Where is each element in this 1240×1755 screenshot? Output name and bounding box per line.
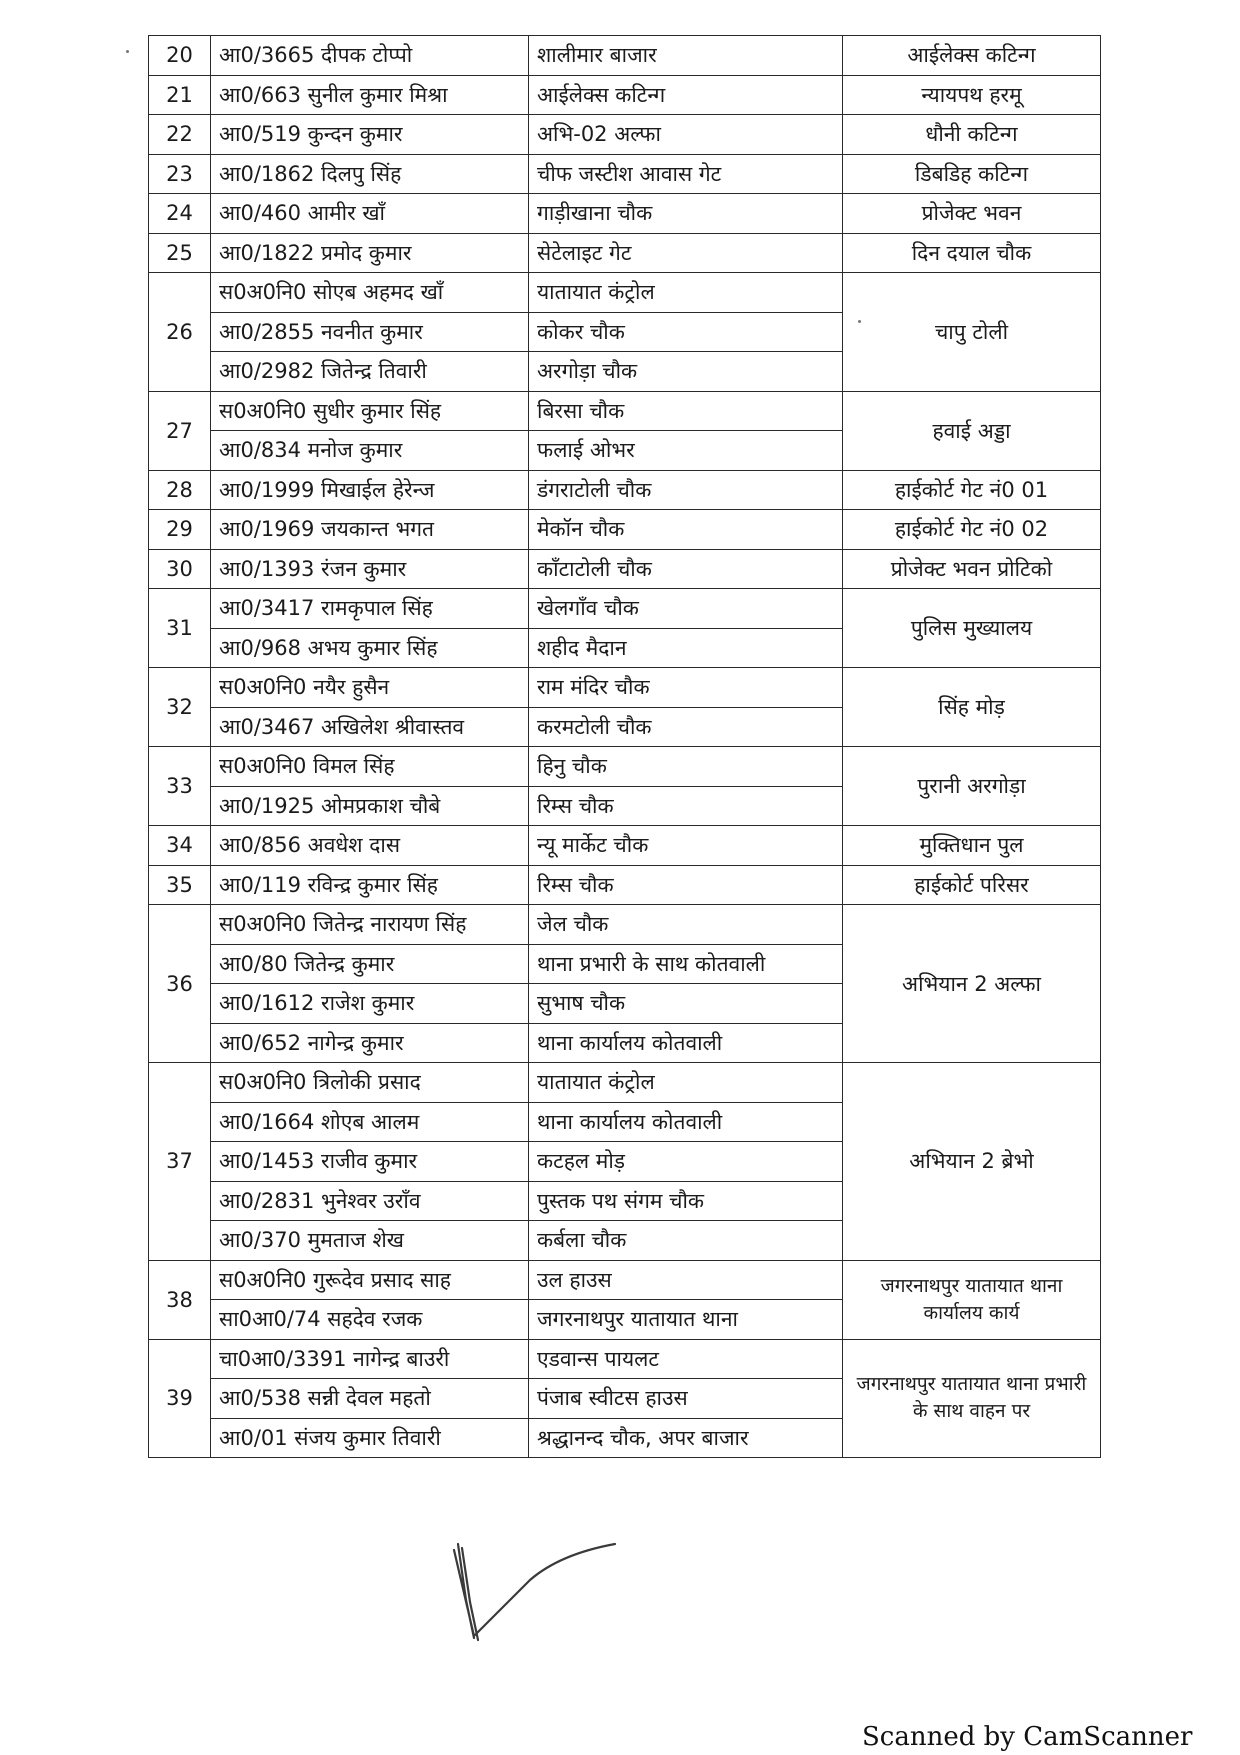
current-post-cell: खेलगाँव चौक bbox=[529, 589, 843, 629]
new-posting-cell: हवाई अड्डा bbox=[843, 391, 1101, 470]
personnel-name-cell: स0अ0नि0 त्रिलोकी प्रसाद bbox=[211, 1063, 529, 1103]
new-posting-cell: मुक्तिधान पुल bbox=[843, 826, 1101, 866]
personnel-name-cell: आ0/2855 नवनीत कुमार bbox=[211, 312, 529, 352]
current-post-cell: हिनु चौक bbox=[529, 747, 843, 787]
serial-number-cell: 37 bbox=[149, 1063, 211, 1261]
table-row bbox=[149, 589, 1101, 629]
new-posting-cell: हाईकोर्ट गेट नं0 02 bbox=[843, 510, 1101, 550]
personnel-name-cell: स0अ0नि0 विमल सिंह bbox=[211, 747, 529, 787]
personnel-name-cell: आ0/968 अभय कुमार सिंह bbox=[211, 628, 529, 668]
new-posting-cell: जगरनाथपुर यातायात थाना प्रभारी के साथ वाहन पर bbox=[843, 1339, 1101, 1458]
new-posting-cell: दिन दयाल चौक bbox=[843, 233, 1101, 273]
scan-speck bbox=[858, 320, 861, 323]
serial-number-cell: 22 bbox=[149, 115, 211, 155]
personnel-name-cell: स0अ0नि0 गुरूदेव प्रसाद साह bbox=[211, 1260, 529, 1300]
personnel-name-cell: आ0/1453 राजीव कुमार bbox=[211, 1142, 529, 1182]
current-post-cell: डंगराटोली चौक bbox=[529, 470, 843, 510]
current-post-cell: गाड़ीखाना चौक bbox=[529, 194, 843, 234]
table-row bbox=[149, 233, 1101, 273]
serial-number-cell: 32 bbox=[149, 668, 211, 747]
personnel-name-cell: आ0/1393 रंजन कुमार bbox=[211, 549, 529, 589]
new-posting-cell: चापु टोली bbox=[843, 273, 1101, 392]
current-post-cell: रिम्स चौक bbox=[529, 865, 843, 905]
table-row bbox=[149, 549, 1101, 589]
serial-number-cell: 36 bbox=[149, 905, 211, 1063]
personnel-name-cell: आ0/2982 जितेन्द्र तिवारी bbox=[211, 352, 529, 392]
serial-number-cell: 25 bbox=[149, 233, 211, 273]
personnel-name-cell: आ0/370 मुमताज शेख bbox=[211, 1221, 529, 1261]
current-post-cell: जेल चौक bbox=[529, 905, 843, 945]
current-post-cell: आईलेक्स कटिन्ग bbox=[529, 75, 843, 115]
table-row bbox=[149, 747, 1101, 787]
serial-number-cell: 23 bbox=[149, 154, 211, 194]
current-post-cell: कटहल मोड़ bbox=[529, 1142, 843, 1182]
table-row bbox=[149, 75, 1101, 115]
table-row bbox=[149, 115, 1101, 155]
personnel-name-cell: आ0/3665 दीपक टोप्पो bbox=[211, 36, 529, 76]
current-post-cell: अरगोड़ा चौक bbox=[529, 352, 843, 392]
table-row bbox=[149, 273, 1101, 313]
table-row bbox=[149, 470, 1101, 510]
current-post-cell: कर्बला चौक bbox=[529, 1221, 843, 1261]
current-post-cell: थाना कार्यालय कोतवाली bbox=[529, 1102, 843, 1142]
serial-number-cell: 20 bbox=[149, 36, 211, 76]
table-row bbox=[149, 510, 1101, 550]
new-posting-cell: हाईकोर्ट परिसर bbox=[843, 865, 1101, 905]
personnel-name-cell: आ0/3467 अखिलेश श्रीवास्तव bbox=[211, 707, 529, 747]
new-posting-cell: प्रोजेक्ट भवन bbox=[843, 194, 1101, 234]
current-post-cell: अभि-02 अल्फा bbox=[529, 115, 843, 155]
personnel-name-cell: स0अ0नि0 सोएब अहमद खाँ bbox=[211, 273, 529, 313]
personnel-name-cell: आ0/652 नागेन्द्र कुमार bbox=[211, 1023, 529, 1063]
current-post-cell: फलाई ओभर bbox=[529, 431, 843, 471]
serial-number-cell: 26 bbox=[149, 273, 211, 392]
personnel-name-cell: आ0/460 आमीर खाँ bbox=[211, 194, 529, 234]
current-post-cell: बिरसा चौक bbox=[529, 391, 843, 431]
personnel-name-cell: सा0आ0/74 सहदेव रजक bbox=[211, 1300, 529, 1340]
signature bbox=[440, 1540, 640, 1650]
current-post-cell: शहीद मैदान bbox=[529, 628, 843, 668]
current-post-cell: पुस्तक पथ संगम चौक bbox=[529, 1181, 843, 1221]
table-row bbox=[149, 1063, 1101, 1103]
serial-number-cell: 29 bbox=[149, 510, 211, 550]
new-posting-cell: जगरनाथपुर यातायात थाना कार्यालय कार्य bbox=[843, 1260, 1101, 1339]
personnel-name-cell: आ0/1822 प्रमोद कुमार bbox=[211, 233, 529, 273]
serial-number-cell: 28 bbox=[149, 470, 211, 510]
current-post-cell: मेकॉन चौक bbox=[529, 510, 843, 550]
current-post-cell: जगरनाथपुर यातायात थाना bbox=[529, 1300, 843, 1340]
current-post-cell: सेटेलाइट गेट bbox=[529, 233, 843, 273]
current-post-cell: पंजाब स्वीटस हाउस bbox=[529, 1379, 843, 1419]
personnel-name-cell: आ0/856 अवधेश दास bbox=[211, 826, 529, 866]
serial-number-cell: 21 bbox=[149, 75, 211, 115]
personnel-name-cell: आ0/519 कुन्दन कुमार bbox=[211, 115, 529, 155]
new-posting-cell: सिंह मोड़ bbox=[843, 668, 1101, 747]
personnel-name-cell: आ0/834 मनोज कुमार bbox=[211, 431, 529, 471]
personnel-name-cell: आ0/1969 जयकान्त भगत bbox=[211, 510, 529, 550]
current-post-cell: चीफ जस्टीश आवास गेट bbox=[529, 154, 843, 194]
personnel-name-cell: आ0/1925 ओमप्रकाश चौबे bbox=[211, 786, 529, 826]
serial-number-cell: 35 bbox=[149, 865, 211, 905]
current-post-cell: उल हाउस bbox=[529, 1260, 843, 1300]
current-post-cell: थाना कार्यालय कोतवाली bbox=[529, 1023, 843, 1063]
new-posting-cell: अभियान 2 ब्रेभो bbox=[843, 1063, 1101, 1261]
personnel-name-cell: आ0/3417 रामकृपाल सिंह bbox=[211, 589, 529, 629]
personnel-name-cell: आ0/2831 भुनेश्वर उराँव bbox=[211, 1181, 529, 1221]
current-post-cell: रिम्स चौक bbox=[529, 786, 843, 826]
current-post-cell: न्यू मार्केट चौक bbox=[529, 826, 843, 866]
personnel-name-cell: आ0/1612 राजेश कुमार bbox=[211, 984, 529, 1024]
duty-table bbox=[148, 35, 1101, 1458]
personnel-name-cell: स0अ0नि0 नयैर हुसैन bbox=[211, 668, 529, 708]
serial-number-cell: 24 bbox=[149, 194, 211, 234]
current-post-cell: श्रद्धानन्द चौक, अपर बाजार bbox=[529, 1418, 843, 1458]
table-row bbox=[149, 194, 1101, 234]
table-row bbox=[149, 1339, 1101, 1379]
table-row bbox=[149, 36, 1101, 76]
personnel-name-cell: स0अ0नि0 जितेन्द्र नारायण सिंह bbox=[211, 905, 529, 945]
table-body bbox=[149, 36, 1101, 1458]
table-row bbox=[149, 865, 1101, 905]
current-post-cell: सुभाष चौक bbox=[529, 984, 843, 1024]
serial-number-cell: 38 bbox=[149, 1260, 211, 1339]
table-row bbox=[149, 668, 1101, 708]
table-row bbox=[149, 154, 1101, 194]
scan-speck bbox=[126, 50, 129, 53]
personnel-name-cell: चा0आ0/3391 नागेन्द्र बाउरी bbox=[211, 1339, 529, 1379]
current-post-cell: राम मंदिर चौक bbox=[529, 668, 843, 708]
personnel-name-cell: आ0/119 रविन्द्र कुमार सिंह bbox=[211, 865, 529, 905]
personnel-name-cell: आ0/1862 दिलपु सिंह bbox=[211, 154, 529, 194]
new-posting-cell: प्रोजेक्ट भवन प्रोटिको bbox=[843, 549, 1101, 589]
new-posting-cell: धौनी कटिन्ग bbox=[843, 115, 1101, 155]
current-post-cell: यातायात कंट्रोल bbox=[529, 273, 843, 313]
new-posting-cell: न्यायपथ हरमू bbox=[843, 75, 1101, 115]
new-posting-cell: डिबडिह कटिन्ग bbox=[843, 154, 1101, 194]
current-post-cell: यातायात कंट्रोल bbox=[529, 1063, 843, 1103]
serial-number-cell: 31 bbox=[149, 589, 211, 668]
serial-number-cell: 33 bbox=[149, 747, 211, 826]
table-row bbox=[149, 905, 1101, 945]
new-posting-cell: पुलिस मुख्यालय bbox=[843, 589, 1101, 668]
personnel-name-cell: आ0/80 जितेन्द्र कुमार bbox=[211, 944, 529, 984]
new-posting-cell: अभियान 2 अल्फा bbox=[843, 905, 1101, 1063]
current-post-cell: कोकर चौक bbox=[529, 312, 843, 352]
current-post-cell: एडवान्स पायलट bbox=[529, 1339, 843, 1379]
current-post-cell: शालीमार बाजार bbox=[529, 36, 843, 76]
table-row bbox=[149, 391, 1101, 431]
current-post-cell: करमटोली चौक bbox=[529, 707, 843, 747]
table-row bbox=[149, 826, 1101, 866]
new-posting-cell: आईलेक्स कटिन्ग bbox=[843, 36, 1101, 76]
scanner-watermark: Scanned by CamScanner bbox=[862, 1722, 1193, 1752]
personnel-name-cell: आ0/01 संजय कुमार तिवारी bbox=[211, 1418, 529, 1458]
new-posting-cell: पुरानी अरगोड़ा bbox=[843, 747, 1101, 826]
table-row bbox=[149, 1260, 1101, 1300]
personnel-name-cell: आ0/663 सुनील कुमार मिश्रा bbox=[211, 75, 529, 115]
personnel-name-cell: आ0/1999 मिखाईल हेरेन्ज bbox=[211, 470, 529, 510]
serial-number-cell: 34 bbox=[149, 826, 211, 866]
personnel-name-cell: आ0/1664 शोएब आलम bbox=[211, 1102, 529, 1142]
serial-number-cell: 27 bbox=[149, 391, 211, 470]
personnel-name-cell: स0अ0नि0 सुधीर कुमार सिंह bbox=[211, 391, 529, 431]
serial-number-cell: 39 bbox=[149, 1339, 211, 1458]
current-post-cell: थाना प्रभारी के साथ कोतवाली bbox=[529, 944, 843, 984]
personnel-name-cell: आ0/538 सन्नी देवल महतो bbox=[211, 1379, 529, 1419]
new-posting-cell: हाईकोर्ट गेट नं0 01 bbox=[843, 470, 1101, 510]
serial-number-cell: 30 bbox=[149, 549, 211, 589]
current-post-cell: काँटाटोली चौक bbox=[529, 549, 843, 589]
